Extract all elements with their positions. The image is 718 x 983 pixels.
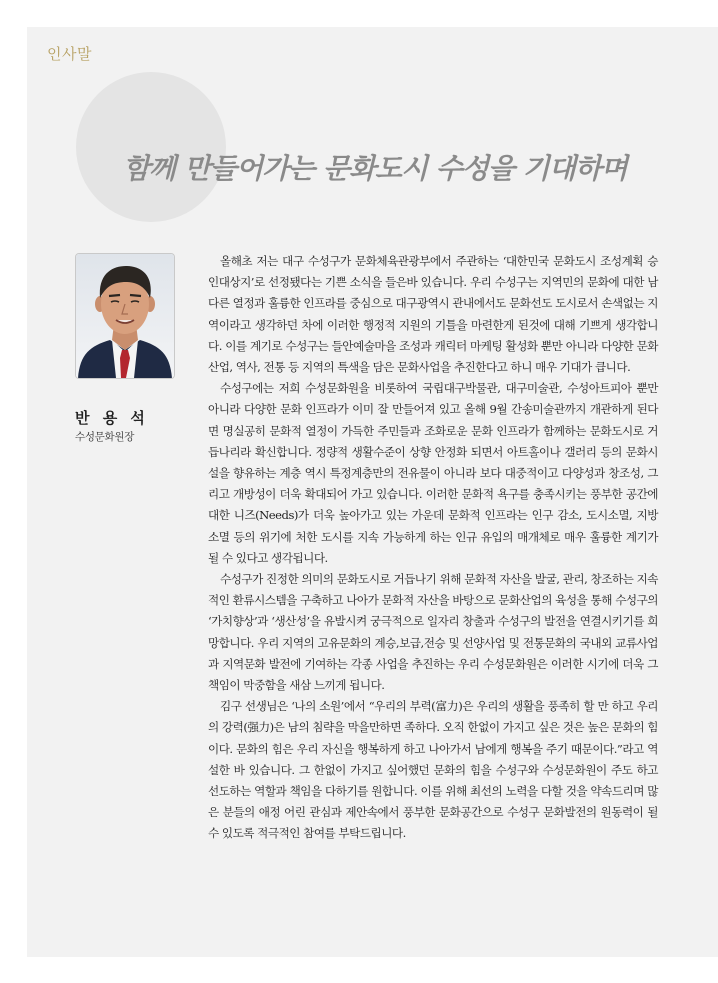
body-paragraph: 수성구가 진정한 의미의 문화도시로 거듭나기 위해 문화적 자산을 발굴, 관리, 창조하는 지속적인 환류시스템을 구축하고 나아가 문화적 자산을 바탕으로 문화산업의 육성을 통해 수성구의 ‘가치향상’과 ‘생산성’을 유발시켜 궁극적으로 일자리 창출과 수성구의 발전을 연결시키기를 희망합니다. 우리 지역의 고유문화의 계승,보급,전승 및 선양사업 및 전통문화의 국내외 교류사업과 지역문화 발전에 기여하는 각종 사업을 추진하는 우리 수성문화원은 이러한 시기에 더욱 그 책임이 막중함을 새삼 느끼게 됩니다. xyxy=(208,572,658,693)
greeting-page xyxy=(27,27,718,957)
author-name: 반 용 석 xyxy=(75,409,149,427)
body-paragraph: 올해초 저는 대구 수성구가 문화체육관광부에서 주관하는 ‘대한민국 문화도시 조성계획 승인대상지’로 선정됐다는 기쁜 소식을 들은바 있습니다. 우리 수성구는 지역민의 문화에 대한 남다른 열정과 훌륭한 인프라를 중심으로 대구광역시 관내에서도 문화선도 도시로서 손색없는 지역이라고 생각하던 차에 이러한 행정적 지원의 기틀을 마련한게 된것에 대해 기쁘게 생각합니다. 이를 계기로 수성구는 들안예술마을 조성과 캐릭터 마케팅 활성화 뿐만 아니라 다양한 문화산업, 역사, 전통 등 지역의 특색을 담은 문화사업을 추진한다고 하니 매우 기대가 큽니다. xyxy=(208,254,658,375)
body-paragraph: 수성구에는 저희 수성문화원을 비롯하여 국립대구박물관, 대구미술관, 수성아트피아 뿐만 아니라 다양한 문화 인프라가 이미 잘 만들어져 있고 올해 9월 간송미술관까지 개관하게 된다면 명실공히 문화적 열정이 가득한 주민들과 조화로운 문화 인프라가 함께하는 문화도시로 거듭나리라 확신합니다. 정량적 생활수준이 상향 안정화 되면서 아트홀이나 갤러리 등의 문화시설을 향유하는 계층 역시 특정계층만의 전유물이 아니라 보다 대중적이고 다양성과 창조성, 그리고 개방성이 더욱 확대되어 가고 있습니다. 이러한 문화적 욕구를 충족시키는 풍부한 공간에 대한 니즈(Needs)가 더욱 높아가고 있는 가운데 문화적 인프라는 인구 감소, 도시소멸, 지방 소멸 등의 위기에 처한 도시를 지속 가능하게 하는 인규 유입의 매개체로 매우 훌륭한 계기가 될 수 있다고 생각됩니다. xyxy=(208,381,658,565)
page-title: 함께 만들어가는 문화도시 수성을 기대하며 xyxy=(123,152,627,185)
body-paragraph: 김구 선생님은 ‘나의 소원’에서 “우리의 부력(富力)은 우리의 생활을 풍족히 할 만 하고 우리의 강력(强力)은 남의 침략을 막을만하면 족하다. 오직 한없이 가지고 싶은 것은 높은 문화의 힘이다. 문화의 힘은 우리 자신을 행복하게 하고 나아가서 남에게 행복을 주기 때문이다.”라고 역설한 바 있습니다. 그 한없이 가지고 싶어했던 문화의 힘을 수성구와 수성문화원이 주도 하고 선도하는 역할과 책임을 다하기를 원합니다. 이를 위해 최선의 노력을 다할 것을 약속드리며 많은 분들의 애정 어린 관심과 제안속에서 풍부한 문화공간으로 수성구 문화발전의 원동력이 될 수 있도록 적극적인 참여를 부탁드립니다. xyxy=(208,699,658,841)
author-role: 수성문화원장 xyxy=(75,431,135,443)
greeting-body xyxy=(208,251,658,845)
author-portrait-photo xyxy=(75,253,175,379)
section-label: 인사말 xyxy=(47,45,92,63)
